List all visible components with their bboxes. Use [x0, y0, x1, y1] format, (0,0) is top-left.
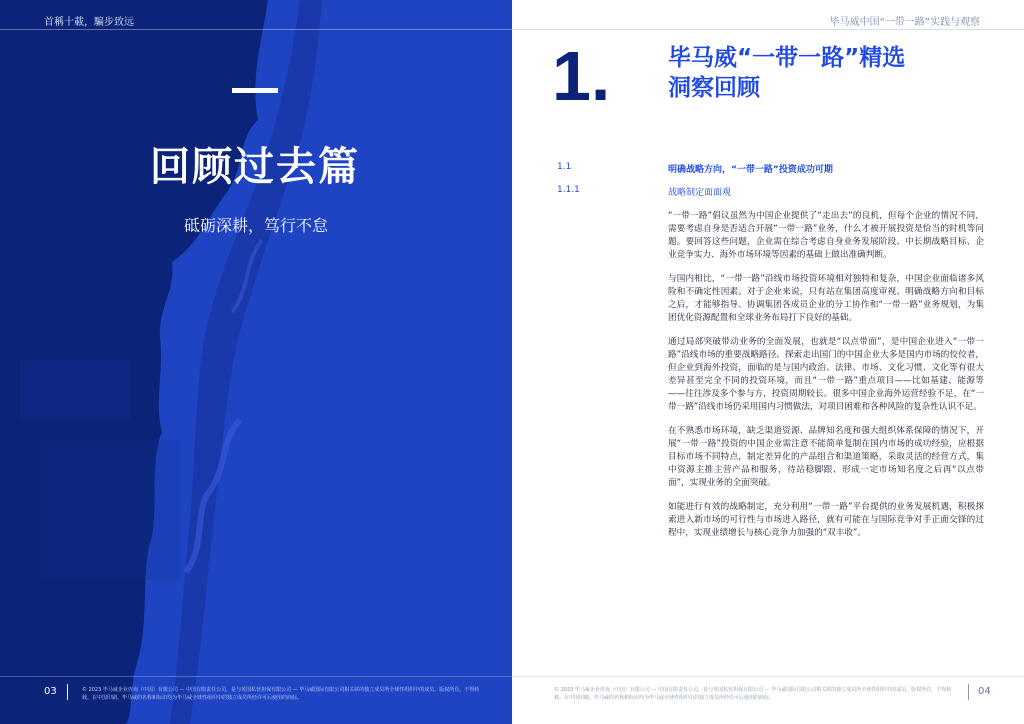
subsection-number: 1.1.1	[557, 185, 580, 195]
page-number: 04	[978, 686, 991, 697]
chapter-number: 1.	[552, 37, 611, 115]
paragraph: “一带一路”倡议虽然为中国企业提供了“走出去”的良机，但每个企业的情况不同，需要考虑自身是否适合开展“一带一路”业务，什么才被开展投资是恰当的时机等问题。要回答这些问题，企业需在综合考虑自身业务发展阶段、中长期战略目标、企业竞争实力、海外市场环境等因素的基础上做出准确判断。	[668, 211, 984, 260]
section-subtitle: 砥砺深耕，笃行不怠	[183, 216, 328, 235]
section-numeral	[232, 88, 278, 93]
paragraph: 在不熟悉市场环境，缺乏渠道资源、品牌知名度和强大组织体系保障的情况下，开展“一带一路”投资的中国企业需注意不能简单复制在国内市场的成功经验，应根据目标市场不同特点，制定差异化的产品组合和渠道策略，采取灵活的经营方式，集中资源主推主营产品和服务，待站稳脚跟、形成一定市场知名度之后再“以点带面”，实现业务的全面突破。	[668, 426, 984, 488]
right-page	[512, 0, 1024, 724]
page-number: 03	[44, 686, 57, 697]
section-title: 回顾过去篇	[150, 144, 360, 190]
body-text	[668, 210, 984, 551]
copyright-footer: © 2023 毕马威企业咨询（中国）有限公司 — 中国有限责任公司，是与英国私营担保有限公司 — 毕马威国际有限公司相关联的独立成员所全球性组织中的成员。版权所有，不得转载。在中国印刷。毕马威的名称和标识均为毕马威全球性组织中的独立成员所经许可后使用的商标。	[82, 687, 480, 701]
copyright-footer: © 2023 毕马威企业咨询（中国）有限公司 — 中国有限责任公司，是与英国私营担保有限公司 — 毕马威国际有限公司相关联的独立成员所全球性组织中的成员。版权所有，不得转载。在中国印刷。毕马威的名称和标识均为毕马威全球性组织中的独立成员所经许可后使用的商标。	[554, 687, 952, 701]
footer-rule	[512, 676, 1024, 677]
footer-divider	[67, 684, 68, 700]
header-rule	[512, 29, 1024, 30]
header-rule	[0, 29, 512, 30]
footer-divider	[968, 684, 969, 700]
paragraph: 如能进行有效的战略制定，充分利用“一带一路”平台提供的业务发展机遇，积极探索进入新市场的可行性与市场进入路径，就有可能在与国际竞争对手正面交锋的过程中，实现业绩增长与核心竞争力加强的“双丰收”。	[668, 502, 984, 538]
chapter-title	[668, 43, 968, 103]
chapter-title-line-2: 洞察回顾	[668, 75, 760, 101]
section-number: 1.1	[557, 162, 572, 172]
running-header: 毕马威中国“一带一路”实践与观察	[829, 17, 980, 28]
footer-rule	[0, 676, 512, 677]
paragraph: 通过局部突破带动业务的全面发展，也就是“以点带面”，是中国企业进入“一带一路”沿线市场的重要战略路径。探索走出国门的中国企业大多是国内市场的佼佼者，但企业到海外投资，面临的是与国内政治、法律、市场、文化习惯、文化等有很大差异甚至完全不同的投资环境，而且“一带一路”重点项目——比如基建、能源等——往往涉及多个参与方，投资周期较长。很多中国企业海外运营经验不足，在“一带一路”沿线市场仍采用国内习惯做法，对项目困难和各种风险的复杂性认识不足。	[668, 337, 984, 412]
subsection-heading: 战略制定面面观	[668, 188, 732, 198]
section-heading: 明确战略方向，“一带一路”投资成功可期	[668, 165, 833, 175]
chapter-title-line-1: 毕马威“一带一路”精选	[668, 45, 906, 71]
paragraph: 与国内相比，“一带一路”沿线市场投资环境相对独特和复杂，中国企业面临诸多风险和不确定性因素。对于企业来说，只有站在集团高度审视、明确战略方向和目标之后，才能够指导、协调集团各成员企业的分工协作和“一带一路”业务规划，为集团优化资源配置和全球业务布局打下良好的基础。	[668, 274, 984, 323]
running-header: 首稱十載，騙步致远	[44, 17, 134, 28]
